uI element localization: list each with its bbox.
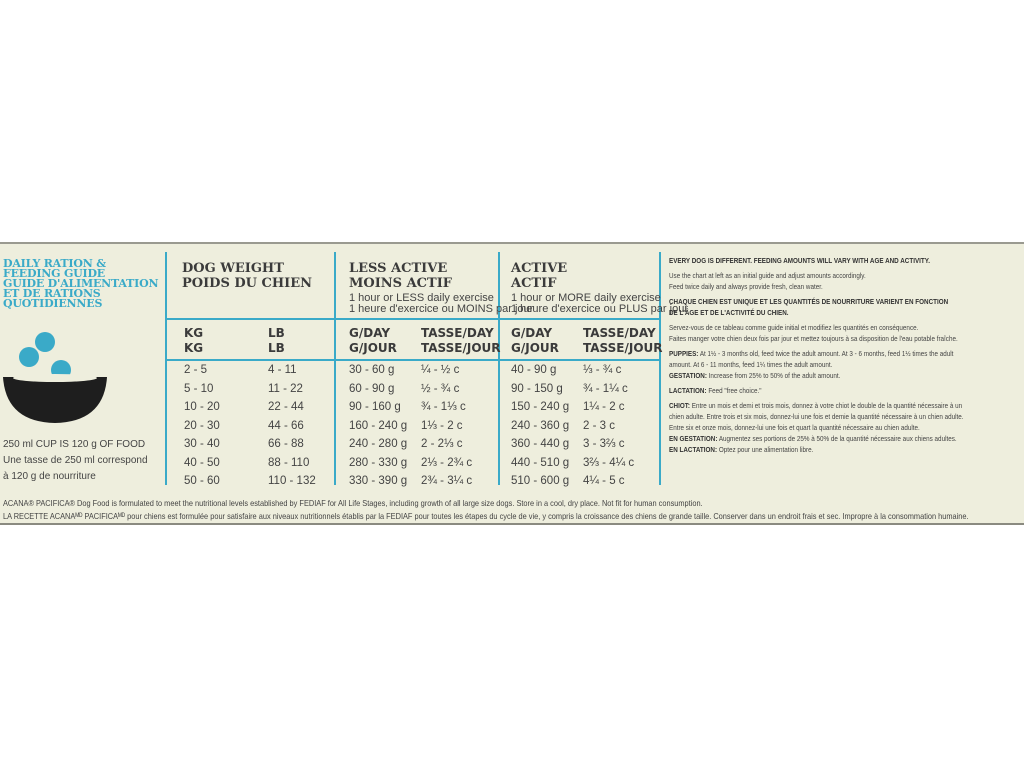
guide-title xyxy=(3,259,158,309)
table-cell-lb: 11 - 22 xyxy=(268,382,303,395)
notes-heading: DE L'ÂGE ET DE L'ACTIVITÉ DU CHIEN. xyxy=(669,308,789,317)
notes-heading: CHAQUE CHIEN EST UNIQUE ET LES QUANTITÉS DE NOURRITURE VARIENT EN FONCTION xyxy=(669,297,949,306)
notes-heading: EVERY DOG IS DIFFERENT. FEEDING AMOUNTS WILL VARY WITH AGE AND ACTIVITY. xyxy=(669,256,931,265)
table-cell-lb: 4 - 11 xyxy=(268,364,297,376)
table-cell-kg: 2 - 5 xyxy=(184,364,208,376)
gestation-note xyxy=(669,370,964,381)
less-active-heading xyxy=(349,261,452,291)
table-cell-kg: 40 - 50 xyxy=(184,456,220,469)
bowl-rim xyxy=(13,374,97,382)
title-line: DAILY RATION & xyxy=(3,257,106,270)
title-line: GUIDE D'ALIMENTATION xyxy=(3,277,159,290)
heading-line: POIDS DU CHIEN xyxy=(182,276,313,291)
puppies-label: PUPPIES: xyxy=(669,349,699,358)
food-bowl-icon xyxy=(0,330,110,430)
table-cell-lb: 88 - 110 xyxy=(268,456,310,469)
header-line: KG xyxy=(184,341,204,355)
table-cell-act-g: 510 - 600 g xyxy=(511,475,570,487)
divider xyxy=(659,252,661,485)
kibble-icon xyxy=(19,347,39,367)
notes-line: Servez-vous de ce tableau comme guide initial et modifiez les quantités en conséquence. xyxy=(669,323,919,332)
cup-note-line: à 120 g de nourriture xyxy=(3,471,96,482)
less-cup-column-header xyxy=(421,326,501,356)
table-cell-act-g: 240 - 360 g xyxy=(511,419,570,432)
subtitle-line: 1 hour or MORE daily exercise xyxy=(511,292,661,304)
cup-note xyxy=(3,437,148,485)
subtitle-line: 1 heure d'exercice ou MOINS par jour xyxy=(349,303,534,315)
divider xyxy=(498,252,500,485)
table-cell-less-g: 280 - 330 g xyxy=(349,456,408,469)
active-g-column-header xyxy=(511,326,559,356)
table-cell-lb: 22 - 44 xyxy=(268,401,304,413)
table-cell-less-c: 2 - 2⅓ c xyxy=(421,438,463,450)
header-line: G/JOUR xyxy=(511,341,559,355)
lactation-text: Feed "free choice." xyxy=(706,386,762,395)
bowl-shape xyxy=(3,377,107,423)
en-lactation-text: Optez pour une alimentation libre. xyxy=(717,445,814,454)
table-cell-act-g: 90 - 150 g xyxy=(511,382,563,395)
heading-line: LESS ACTIVE xyxy=(349,261,448,276)
table-cell-less-g: 160 - 240 g xyxy=(349,419,408,432)
title-line: ET DE RATIONS xyxy=(3,287,101,300)
table-cell-lb: 110 - 132 xyxy=(268,475,316,487)
header-line: G/JOUR xyxy=(349,341,397,355)
puppies-note xyxy=(669,348,964,359)
table-cell-less-c: ½ - ¾ c xyxy=(421,382,460,395)
header-line: G/DAY xyxy=(349,326,391,340)
en-gestation-note xyxy=(669,433,964,444)
table-cell-kg: 5 - 10 xyxy=(184,382,214,395)
header-rule xyxy=(167,318,659,320)
subtitle-line: 1 heure d'exercice ou PLUS par jour xyxy=(511,303,688,315)
header-line: TASSE/DAY xyxy=(583,326,656,340)
header-line: TASSE/JOUR xyxy=(583,341,663,355)
dog-weight-heading xyxy=(182,261,312,291)
footer-en: ACANA® PACIFICA® Dog Food is formulated to meet the nutritional levels established by FEDIAF for All Life Stages, including growth of all large size dogs. Store in a cool, dry place. Not fit for human consumption. xyxy=(3,498,703,508)
table-cell-act-g: 440 - 510 g xyxy=(511,456,570,469)
chiot-text: chien adulte. Entre trois et six mois, donnez-lui une fois et demie la quantité nécessaire à un chien adulte. xyxy=(669,412,964,421)
less-active-subtitle xyxy=(349,293,533,315)
heading-line: DOG WEIGHT xyxy=(182,261,284,276)
kg-column-header xyxy=(184,326,203,356)
lactation-label: LACTATION: xyxy=(669,386,707,395)
chiot-text: Entre six et onze mois, donnez-lui une fois et quart la quantité nécessaire au chien adulte. xyxy=(669,423,920,432)
table-cell-act-g: 150 - 240 g xyxy=(511,401,570,413)
table-cell-lb: 44 - 66 xyxy=(268,419,304,432)
table-cell-kg: 30 - 40 xyxy=(184,438,220,450)
table-cell-less-g: 60 - 90 g xyxy=(349,382,395,395)
title-line: FEEDING GUIDE xyxy=(3,267,105,280)
table-cell-less-g: 30 - 60 g xyxy=(349,364,395,376)
active-heading xyxy=(511,261,567,291)
top-border xyxy=(0,242,1024,244)
table-cell-less-c: 1⅓ - 2 c xyxy=(421,419,463,432)
header-line: TASSE/JOUR xyxy=(421,341,501,355)
table-cell-act-g: 360 - 440 g xyxy=(511,438,570,450)
table-cell-act-c: 2 - 3 c xyxy=(583,419,615,432)
header-line: LB xyxy=(268,326,285,340)
lb-column-header xyxy=(268,326,285,356)
table-cell-less-g: 240 - 280 g xyxy=(349,438,408,450)
header-line: G/DAY xyxy=(511,326,553,340)
table-cell-less-g: 330 - 390 g xyxy=(349,475,408,487)
table-cell-act-c: 4¼ - 5 c xyxy=(583,475,625,487)
en-gestation-text: Augmentez ses portions de 25% à 50% de la quantité nécessaire aux chiens adultes. xyxy=(717,434,957,443)
heading-line: ACTIVE xyxy=(511,261,568,276)
divider xyxy=(165,252,167,485)
kibble-icon xyxy=(35,332,55,352)
puppies-text: amount. At 6 - 11 months, feed 1¼ times the adult amount. xyxy=(669,360,833,369)
table-cell-kg: 50 - 60 xyxy=(184,475,220,487)
table-cell-act-c: 3⅔ - 4¼ c xyxy=(583,456,635,469)
bottom-border xyxy=(0,523,1024,525)
header-line: KG xyxy=(184,326,204,340)
cup-note-line: 250 ml CUP IS 120 g OF FOOD xyxy=(3,439,146,450)
table-cell-act-c: 1¼ - 2 c xyxy=(583,401,625,413)
notes-line: Faites manger votre chien deux fois par jour et mettez toujours à sa disposition de l'eau potable fraîche. xyxy=(669,334,958,343)
divider xyxy=(334,252,336,485)
en-gestation-label: EN GESTATION: xyxy=(669,434,718,443)
feeding-notes xyxy=(669,255,964,455)
heading-line: ACTIF xyxy=(511,276,557,291)
active-subtitle xyxy=(511,293,688,315)
chiot-note xyxy=(669,400,964,411)
cup-note-line: Une tasse de 250 ml correspond xyxy=(3,455,148,466)
en-lactation-label: EN LACTATION: xyxy=(669,445,718,454)
notes-line: Feed twice daily and always provide fresh, clean water. xyxy=(669,282,823,291)
table-cell-kg: 10 - 20 xyxy=(184,401,220,413)
table-cell-act-c: ¾ - 1¼ c xyxy=(583,382,628,395)
title-line: QUOTIDIENNES xyxy=(3,297,103,310)
footer-fr: LA RECETTE ACANAᴹᴰ PACIFICAᴹᴰ pour chiens est formulée pour satisfaire aux niveaux nutritionnels établis par la FEDIAF pour toutes les étapes du cycle de vie, y compris la croissance des chiens de grande taille. Conserver dans un endroit frais et sec. Impropre à la consommation humaine. xyxy=(3,511,969,521)
chiot-text: Entre un mois et demi et trois mois, donnez à votre chiot le double de la quantité nécessaire à un xyxy=(690,401,963,410)
table-cell-less-c: 2¾ - 3¼ c xyxy=(421,475,473,487)
table-cell-less-c: ¼ - ½ c xyxy=(421,364,460,376)
lactation-note xyxy=(669,385,964,396)
table-cell-kg: 20 - 30 xyxy=(184,419,220,432)
header-rule xyxy=(167,359,659,361)
less-g-column-header xyxy=(349,326,397,356)
table-cell-less-g: 90 - 160 g xyxy=(349,401,401,413)
table-cell-less-c: ¾ - 1⅓ c xyxy=(421,401,466,413)
table-cell-lb: 66 - 88 xyxy=(268,438,304,450)
chiot-label: CHIOT: xyxy=(669,401,690,410)
header-line: LB xyxy=(268,341,285,355)
header-line: TASSE/DAY xyxy=(421,326,494,340)
notes-line: Use the chart at left as an initial guide and adjust amounts accordingly. xyxy=(669,271,866,280)
table-cell-act-c: ⅓ - ¾ c xyxy=(583,364,622,376)
table-cell-less-c: 2⅓ - 2¾ c xyxy=(421,456,473,469)
table-cell-act-g: 40 - 90 g xyxy=(511,364,557,376)
puppies-text: At 1½ - 3 months old, feed twice the adult amount. At 3 - 6 months, feed 1½ times the adult xyxy=(698,349,954,358)
active-cup-column-header xyxy=(583,326,663,356)
table-cell-act-c: 3 - 3⅔ c xyxy=(583,438,625,450)
gestation-text: Increase from 25% to 50% of the adult amount. xyxy=(706,371,841,380)
subtitle-line: 1 hour or LESS daily exercise xyxy=(349,292,494,304)
en-lactation-note xyxy=(669,444,964,455)
gestation-label: GESTATION: xyxy=(669,371,707,380)
heading-line: MOINS ACTIF xyxy=(349,276,453,291)
